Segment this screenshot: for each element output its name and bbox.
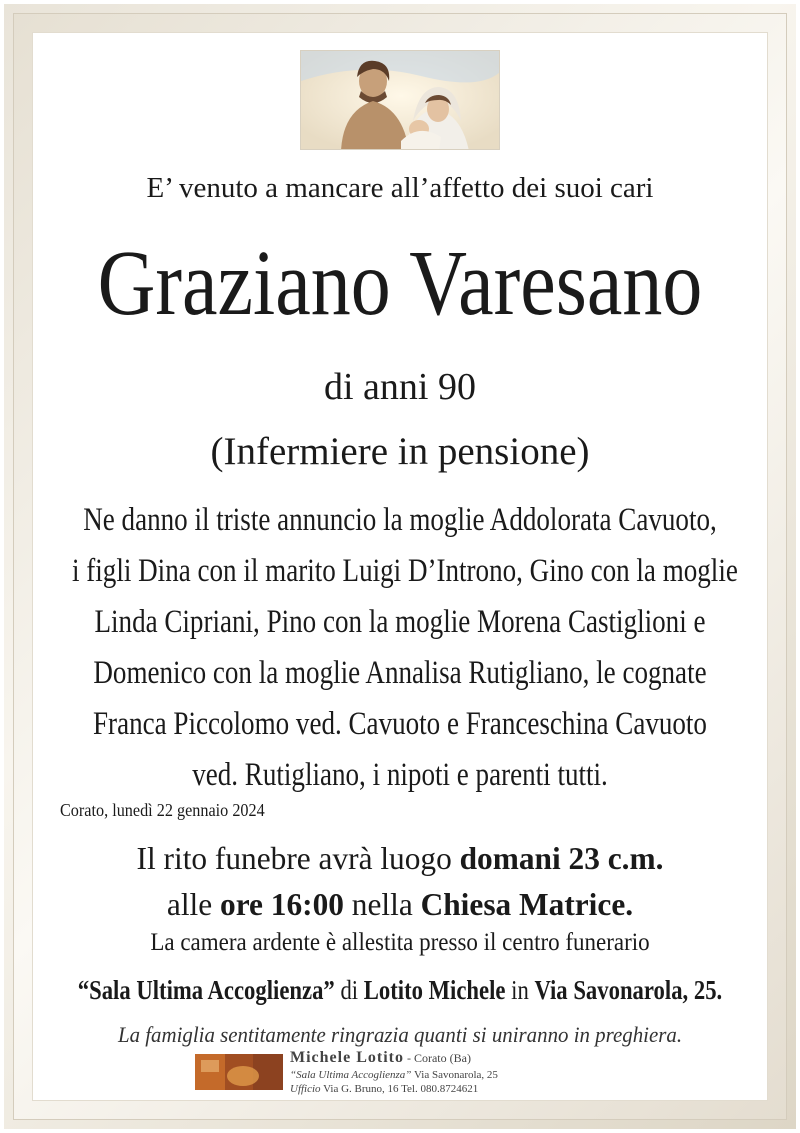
deceased-name: Graziano Varesano xyxy=(97,232,703,335)
hall-owner: Lotito Michele xyxy=(363,975,506,1005)
funeral-home-office-address: Via G. Bruno, 16 Tel. 080.8724621 xyxy=(320,1083,479,1095)
funeral-church: Chiesa Matrice. xyxy=(420,886,634,922)
hall-name: “Sala Ultima Accoglienza” xyxy=(77,975,335,1005)
funeral-date-line xyxy=(8,836,792,880)
occupation-text: (Infermiere in pensione) xyxy=(210,430,590,473)
funeral-time: ore 16:00 xyxy=(220,886,344,922)
funeral-intro: Il rito funebre avrà luogo xyxy=(136,840,460,876)
funeral-home-photo xyxy=(195,1054,283,1090)
funeral-home-hall: “Sala Ultima Accoglienza” xyxy=(290,1069,412,1081)
funeral-time-line xyxy=(8,882,792,926)
thanks-text: La famiglia sentitamente ringrazia quanti si uniranno in preghiera. xyxy=(117,1022,683,1047)
chapel-text: La camera ardente è allestita presso il centro funerario xyxy=(150,929,650,956)
intro-text: E’ venuto a mancare all’affetto dei suoi cari xyxy=(146,172,654,204)
hall-of: di xyxy=(334,975,364,1005)
place-date: Corato, lunedì 22 gennaio 2024 xyxy=(60,800,265,820)
hall-in: in xyxy=(505,975,535,1005)
holy-family-icon xyxy=(300,50,500,150)
announcement-line: ved. Rutigliano, i nipoti e parenti tutti. xyxy=(192,757,608,793)
funeral-home-office-label: Ufficio xyxy=(290,1083,321,1095)
funeral-home-hall-address: Via Savonarola, 25 xyxy=(411,1069,498,1081)
funeral-hall-line xyxy=(64,970,736,1010)
announcement-line: i figli Dina con il marito Luigi D’Introno, Gino con la moglie xyxy=(72,553,738,589)
funeral-home-city: - Corato (Ba) xyxy=(403,1051,471,1065)
announcement-line: Domenico con la moglie Annalisa Rutigliano, le cognate xyxy=(93,655,707,691)
funeral-place-prefix: nella xyxy=(343,886,421,922)
age-text: di anni 90 xyxy=(324,366,476,408)
announcement-line: Linda Cipriani, Pino con la moglie Morena Castiglioni e xyxy=(94,604,706,640)
funeral-home-info xyxy=(290,1048,650,1096)
announcement-line: Franca Piccolomo ved. Cavuoto e Franceschina Cavuoto xyxy=(93,706,707,742)
funeral-date: domani 23 c.m. xyxy=(459,840,664,876)
funeral-time-prefix: alle xyxy=(166,886,221,922)
funeral-home-hall-line xyxy=(290,1068,650,1082)
hall-address: Via Savonarola, 25. xyxy=(534,975,723,1005)
funeral-home-name: Michele Lotito xyxy=(290,1049,404,1066)
announcement-line: Ne danno il triste annuncio la moglie Addolorata Cavuoto, xyxy=(83,502,717,538)
funeral-home-office-line xyxy=(290,1082,650,1096)
funeral-home-name-line xyxy=(290,1048,650,1068)
